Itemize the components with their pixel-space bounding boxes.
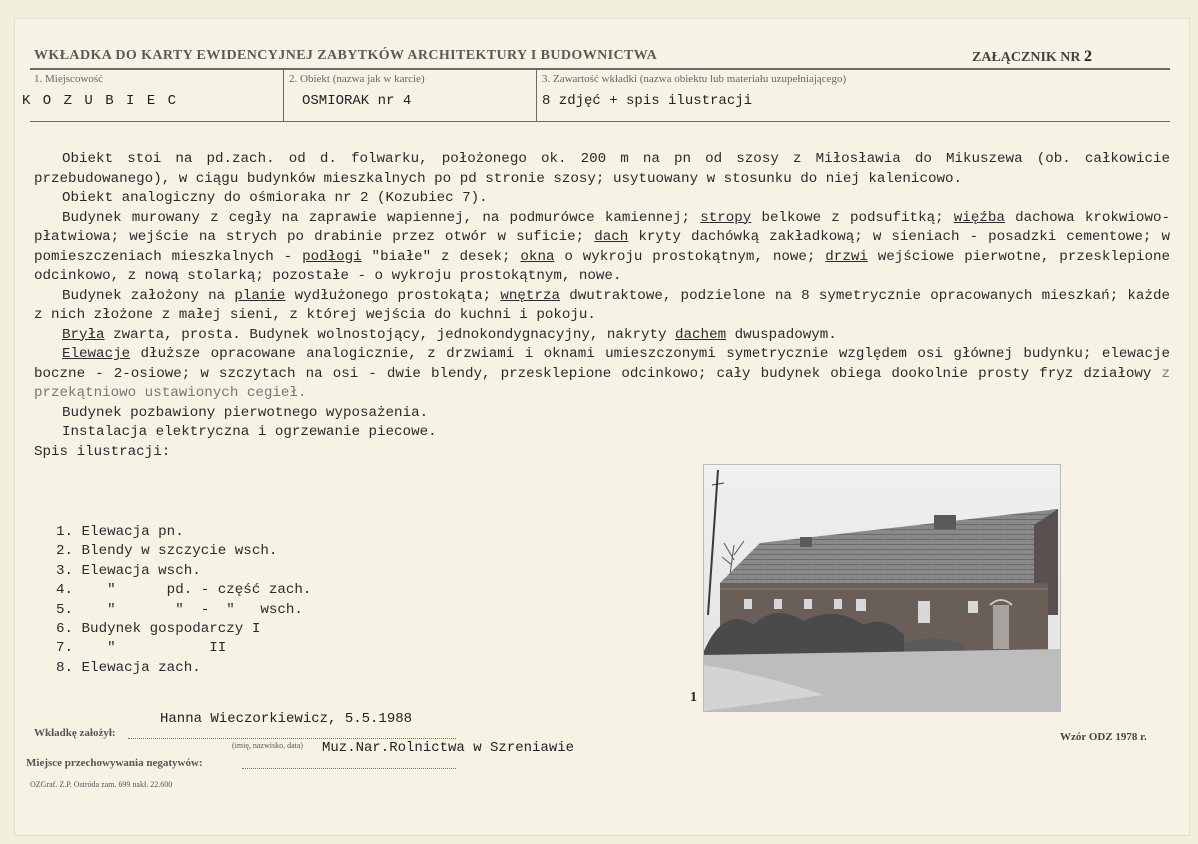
text-span: dwutraktowe, podzielone na 8 symetrycznie opracowanych mieszkań; każde z nich złożone z małej sieni, z której wejścia do kuchni i pokoju. — [34, 287, 1170, 323]
list-item: 4. " pd. - część zach. — [56, 582, 312, 599]
author-label: Wkładkę założył: — [34, 727, 116, 739]
text-span-faint: z przekątniowo ustawionych cegieł. — [34, 365, 1170, 401]
paragraph-elevations — [34, 345, 1170, 404]
form-title: WKŁADKA DO KARTY EWIDENCYJNEJ ZABYTKÓW ARCHITEKTURY I BUDOWNICTWA — [34, 48, 658, 63]
annex-number: 2 — [1084, 48, 1093, 65]
building-photo — [704, 465, 1060, 711]
term-podlogi: podłogi — [302, 248, 362, 265]
list-item: 8. Elewacja zach. — [56, 659, 201, 676]
text-span: dachowa krokwiowo-płatwiowa; wejście na strych po drabinie przez otwór w suficie; — [34, 209, 1170, 245]
author-line — [128, 738, 456, 739]
list-item: 6. Budynek gospodarczy I — [56, 621, 261, 638]
field-divider-1 — [283, 70, 284, 122]
field-2-label: 2. Obiekt (nazwa jak w karcie) — [289, 73, 425, 85]
text-span: zwarta, prosta. Budynek wolnostojący, jednokondygnacyjny, nakryty — [104, 326, 676, 343]
term-wnetrza: wnętrza — [500, 287, 560, 304]
paragraph-form — [34, 326, 1170, 346]
paragraph-construction — [34, 209, 1170, 287]
building-photo-drawing — [704, 465, 1060, 711]
storage-label: Miejsce przechowywania negatywów: — [26, 757, 203, 769]
annex-label — [972, 48, 1092, 66]
illustrations-list — [56, 523, 311, 678]
term-wiezba: więźba — [953, 209, 1005, 226]
term-dach: dach — [594, 229, 629, 245]
photo-number: 1 — [690, 690, 697, 705]
term-dachem: dachem — [675, 326, 727, 343]
storage-line — [242, 768, 456, 769]
text-span: o wykroju prostokątnym, nowe; — [554, 248, 826, 265]
illustrations-heading: Spis ilustracji: — [34, 443, 171, 460]
author-hint: (imię, nazwisko, data) — [232, 741, 304, 750]
annex-label-text: ZAŁĄCZNIK NR — [972, 50, 1081, 65]
header-top-rule — [30, 68, 1170, 70]
term-planie: planie — [234, 287, 286, 304]
text-span: kryty dachówką zakładkową; w sieniach - posadzki cementowe; w pomieszczeniach mieszkalnych - — [34, 229, 1170, 265]
text-span: "białe" z desek; — [361, 248, 521, 265]
text-span: dłuższe opracowane analogicznie, z drzwiami i oknami umieszczonymi symetrycznie względem osi głównej budynku; elewacje boczne - 2-osiowe; w szczytach na osi - dwie blendy, przesklepione odcinkowo; cały budynek obiega dookolnie prosty fryz działowy — [34, 346, 1170, 382]
term-elewacje: Elewacje — [62, 346, 131, 362]
text-span: belkowe z podsufitką; — [751, 209, 954, 226]
field-2-value: OSMIORAK nr 4 — [302, 93, 412, 109]
text-span: dwuspadowym. — [726, 326, 837, 343]
field-3-value: 8 zdjęć + spis ilustracji — [542, 93, 753, 109]
field-divider-2 — [536, 70, 537, 122]
paragraph-installation: Instalacja elektryczna i ogrzewanie piecowe. — [62, 424, 437, 440]
description-text — [34, 150, 1170, 462]
paragraph-plan — [34, 287, 1170, 326]
paragraph-equipment: Budynek pozbawiony pierwotnego wyposażenia. — [62, 404, 429, 421]
list-item: 2. Blendy w szczycie wsch. — [56, 543, 278, 560]
term-bryla: Bryła — [62, 326, 105, 343]
text-span: Budynek założony na — [62, 287, 235, 304]
print-info: OZGraf. Z.P. Ostróda zam. 699 nakł. 22.600 — [30, 780, 173, 789]
list-item: 5. " " - " wsch. — [56, 601, 303, 618]
field-1-value: K O Z U B I E C — [22, 93, 179, 109]
text-span: Budynek murowany z cegły na zaprawie wapiennej, na podmurówce kamiennej; — [62, 209, 701, 226]
list-item: 7. " II — [56, 640, 227, 657]
author-value: Hanna Wieczorkiewicz, 5.5.1988 — [160, 711, 413, 727]
list-item: 1. Elewacja pn. — [56, 524, 184, 540]
text-span: wydłużonego prostokąta; — [285, 287, 501, 304]
paragraph-analogy: Obiekt analogiczny do ośmioraka nr 2 (Kozubiec 7). — [62, 190, 488, 206]
list-item: 3. Elewacja wsch. — [56, 562, 201, 579]
term-okna: okna — [520, 248, 555, 265]
text-span: wejściowe pierwotne, przesklepione odcinkowo, z nową stolarką; pozostałe - o wykroju prostokątnym, nowe. — [34, 248, 1170, 284]
field-3-label: 3. Zawartość wkładki (nazwa obiektu lub materiału uzupełniającego) — [542, 73, 847, 85]
storage-value: Muz.Nar.Rolnictwa w Szreniawie — [322, 740, 575, 756]
field-1-label: 1. Miejscowość — [34, 73, 104, 85]
paragraph-location: Obiekt stoi na pd.zach. od d. folwarku, położonego ok. 200 m na pn od szosy z Miłosławia do Mikuszewa (ob. całkowicie przebudowanego), w ciągu budynków mieszkalnych po pd stronie szosy; usytuowany w stosunku do niej kalenicowo. — [34, 151, 1170, 187]
term-stropy: stropy — [700, 209, 752, 226]
header-bottom-rule — [30, 121, 1170, 122]
form-template-note: Wzór ODZ 1978 r. — [1060, 731, 1147, 743]
term-drzwi: drzwi — [825, 248, 868, 265]
